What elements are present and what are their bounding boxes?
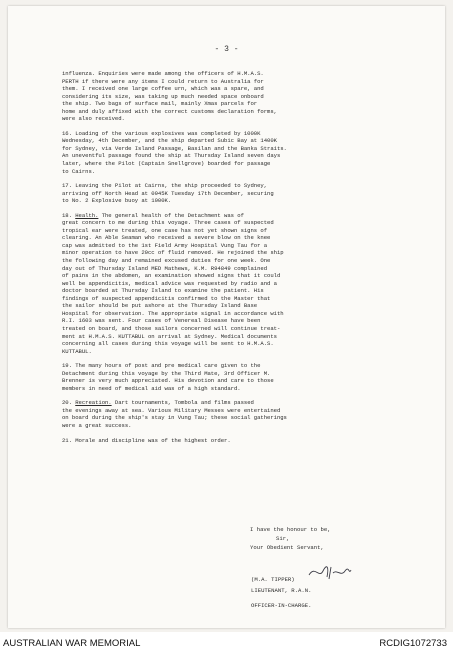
text-line: 16. Loading of the various explosives was completed by 1000K — [62, 129, 261, 137]
text-line: later, where the Pilot (Captain Snellgrove) boarded for passage — [62, 160, 271, 168]
text-line: to Cairns. — [62, 167, 96, 175]
text-line: clearing. An Able Seaman who received a severe blow on the knee — [62, 234, 271, 242]
text-line: 19. The many hours of post and pre medical care given to the — [62, 362, 261, 370]
footer-record-id: RCDIG1072733 — [379, 638, 447, 649]
text-line: to No. 2 Explosive buoy at 1000K. — [62, 197, 172, 205]
archive-footer — [0, 632, 453, 654]
signatory-name: (M.A. TIPPER) — [251, 576, 295, 583]
text-line: Hospital for observation. The appropriate signal in accordance with — [62, 309, 284, 317]
closing-line-sir: Sir, — [276, 535, 290, 542]
text-line: influenza. Enquiries were made among the officers of H.M.A.S. — [62, 70, 264, 77]
closing-line-honour: I have the honour to be, — [250, 526, 331, 533]
text-line: home and duly affixed with the correct customs declaration forms, — [62, 107, 277, 115]
text-line: Brenner is very much appreciated. His devotion and care to those — [62, 377, 274, 385]
text-line: the sailor should be put ashore at the Thursday Island Base — [62, 302, 258, 310]
paragraph — [62, 437, 408, 445]
text-line: of pains in the abdomen, an examination showed signs that it could — [62, 272, 281, 280]
text-line: them. I received one large coffee urn, which was a spare, and — [62, 85, 264, 93]
text-line: the following day and remained excused duties for one week. One — [62, 257, 271, 265]
text-line: ment at H.M.A.S. KUTTABUL on arrival at Sydney. Medical documents — [62, 332, 277, 340]
text-line: 18. Health. The general health of the Detachment was of — [62, 211, 244, 219]
text-line: Detachment during this voyage by the Third Mate, 3rd Officer M. — [62, 369, 271, 377]
paragraph — [62, 212, 408, 355]
paragraph — [62, 70, 408, 123]
text-line: well be appendicitis, medical advice was requested by radio and a — [62, 279, 277, 287]
text-line: An uneventful passage found the ship at Thursday Island seven days — [62, 152, 281, 160]
text-line: arriving off North Head at 0945K Tuesday 17th December, securing — [62, 189, 274, 197]
text-line: 17. Leaving the Pilot at Cairns, the ship proceeded to Sydney, — [62, 182, 268, 190]
text-line: Wednesday, 4th December, and the ship departed Subic Bay at 1400K — [62, 137, 277, 145]
text-line: tropical ear were treated, one case has not yet shown signs of — [62, 226, 268, 234]
text-line: day out of Thursday Island MED Mathews, K.M. R94849 complained — [62, 264, 268, 272]
closing-block — [250, 525, 331, 552]
text-line: 21. Morale and discipline was of the highest order. — [62, 436, 231, 444]
signature-block — [251, 573, 311, 612]
paragraph — [62, 182, 408, 205]
text-line: great concern to me during this voyage. Three cases of suspected — [62, 219, 274, 227]
text-line: for Sydney, via Verde Island Passage, Basilan and the Banka Straits. — [62, 144, 287, 152]
text-line: cap was admitted to the 1st Field Army Hospital Vung Tau for a — [62, 241, 268, 249]
text-line: findings of suspected appendicitis confirmed to the Master that — [62, 294, 271, 302]
paragraph — [62, 362, 408, 392]
text-line: considering its size, was taking up much needed space onboard — [62, 92, 264, 100]
paragraph — [62, 399, 408, 429]
text-line: PERTH if there were any items I could return to Australia for — [62, 77, 264, 85]
signatory-role: OFFICER-IN-CHARGE. — [251, 602, 312, 609]
text-line: the evenings away at sea. Various Military Messes were entertained — [62, 406, 281, 414]
page-number: - 3 - — [214, 45, 239, 54]
footer-institution: AUSTRALIAN WAR MEMORIAL — [3, 638, 141, 649]
text-line: treated on board, and those sailors concerned will continue treat- — [62, 324, 281, 332]
closing-line-servant: Your Obedient Servant, — [250, 544, 324, 551]
text-line: were a great success. — [62, 421, 132, 429]
text-line: KUTTABUL. — [62, 347, 92, 355]
signatory-rank: LIEUTENANT, R.A.N. — [251, 587, 312, 594]
text-line: doctor boarded at Thursday Island to examine the patient. His — [62, 287, 264, 295]
text-line: members in need of medical aid was of a high standard. — [62, 384, 241, 392]
text-line: concerning all cases during this voyage will be sent to H.M.A.S. — [62, 340, 274, 348]
paragraph — [62, 130, 408, 175]
text-line: minor operation to have 20cc of fluid removed. He rejoined the ship — [62, 249, 284, 257]
text-line: were also received. — [62, 115, 125, 123]
text-line: the ship. Two bags of surface mail, mainly Xmas parcels for — [62, 100, 258, 108]
document-body — [62, 70, 408, 451]
handwritten-signature — [305, 561, 353, 583]
text-line: 20. Recreation. Dart tournaments, Tombola and films passed — [62, 399, 254, 407]
text-line: R.I. 1603 was sent. Four cases of Venereal Disease have been — [62, 317, 261, 325]
text-line: on board during the ship's stay in Vung Tau; these social gatherings — [62, 414, 287, 422]
